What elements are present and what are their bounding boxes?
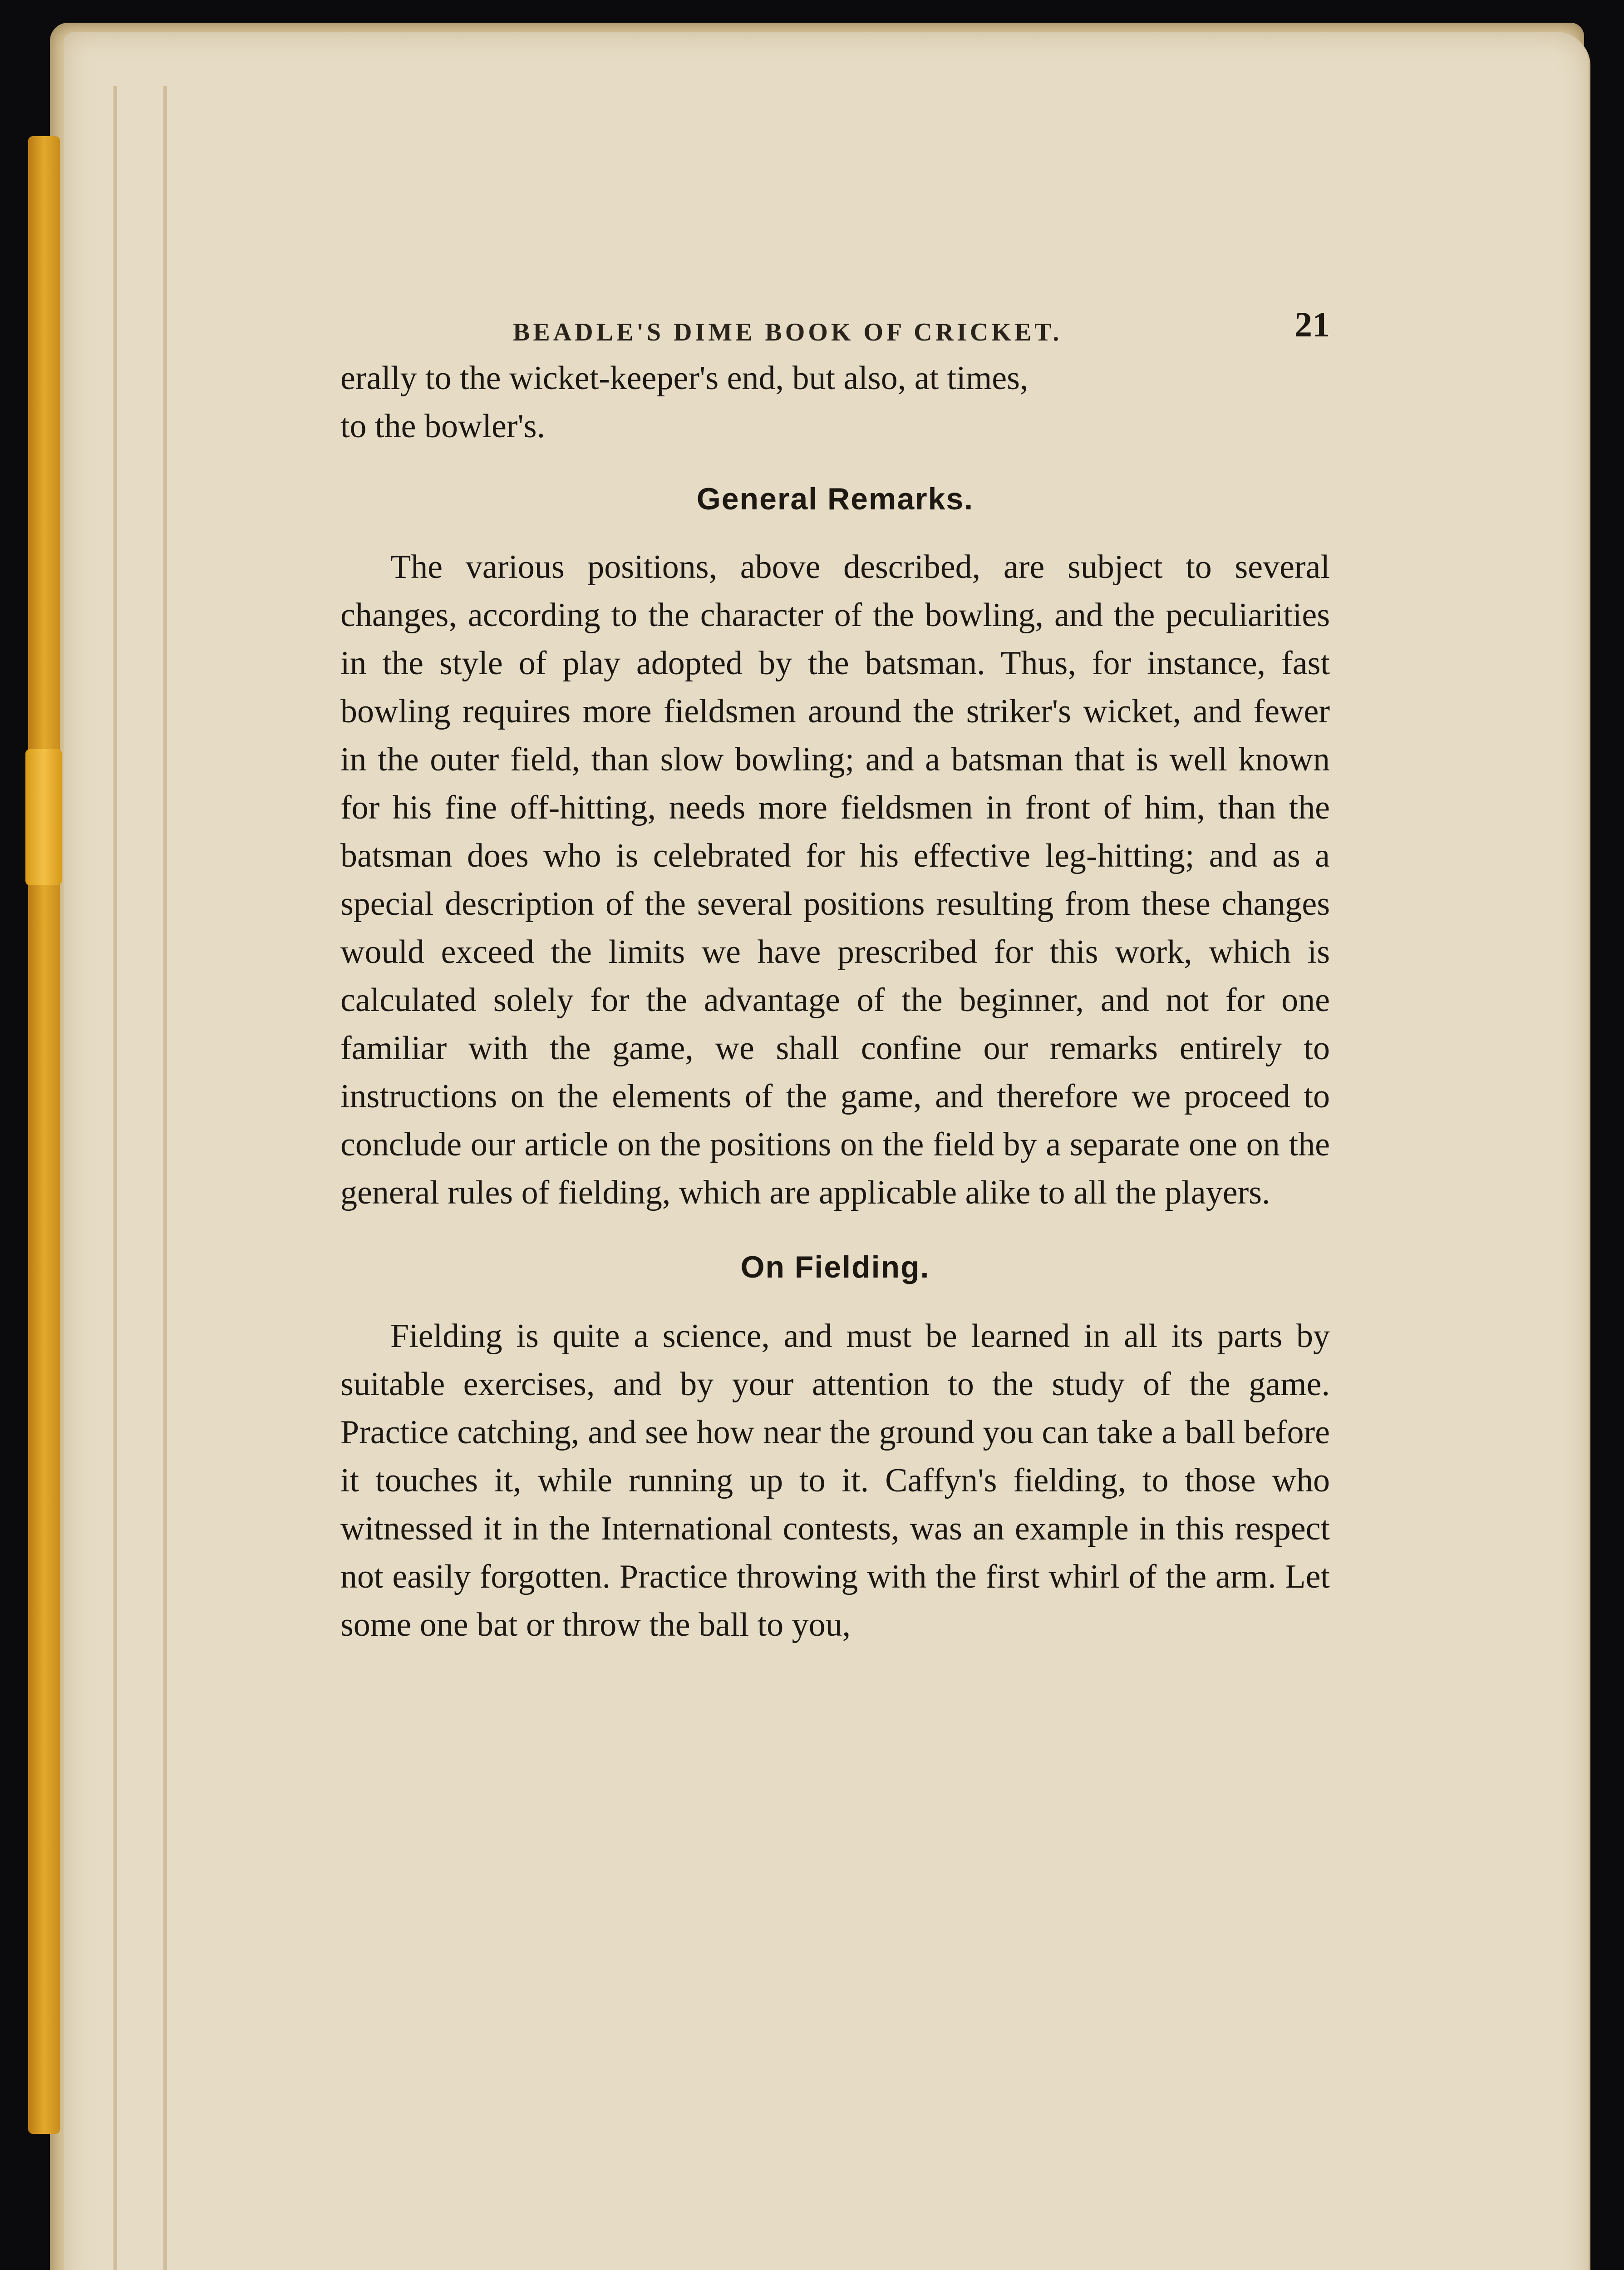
page-fold-line [113,86,117,2270]
page-fold-line [163,86,167,2270]
page-content [340,300,1330,1649]
section-paragraph: The various positions, above described, are subject to several changes, according to the character of the bowling, and the peculiarities in the style of play adopted by the batsman. Thus, for instance, fast bowling requires more fieldsmen around the striker's wicket, and fewer in the outer field, than slow bowling; and a batsman that is well known for his fine off-hitting, needs more fieldsmen in front of him, than the batsman does who is celebrated for his effective leg-hitting; and as a special description of the several positions resulting from these changes would exceed the limits we have prescribed for this work, which is calculated solely for the advantage of the beginner, and not for one familiar with the game, we shall confine our remarks entirely to instructions on the elements of the game, and therefore we proceed to conclude our article on the positions on the field by a separate one on the general rules of fielding, which are applicable alike to all the players. [340,548,1330,1211]
section-heading-on-fielding: On Fielding. [740,1250,930,1284]
running-title: BEADLE'S DIME BOOK OF CRICKET. [513,318,1063,346]
running-head [340,300,1330,354]
opening-line: erally to the wicket-keeper's end, but also, at times, [340,360,1029,397]
opening-line: to the bowler's. [340,408,546,445]
section-heading-general-remarks: General Remarks. [696,482,974,516]
page-edge-highlight [25,749,62,885]
section-paragraph: Fielding is quite a science, and must be learned in all its parts by suitable exercises, and by your attention to the study of the game. Practice catching, and see how near the ground you can take a ball before it touches it, while running up to it. Caffyn's fielding, to those who witnessed it in the International contests, was an example in this respect not easily forgotten. Practice throwing with the first whirl of the arm. Let some one bat or throw the ball to you, [340,1318,1330,1643]
page-edge [28,136,60,2134]
page-number: 21 [1294,305,1330,344]
